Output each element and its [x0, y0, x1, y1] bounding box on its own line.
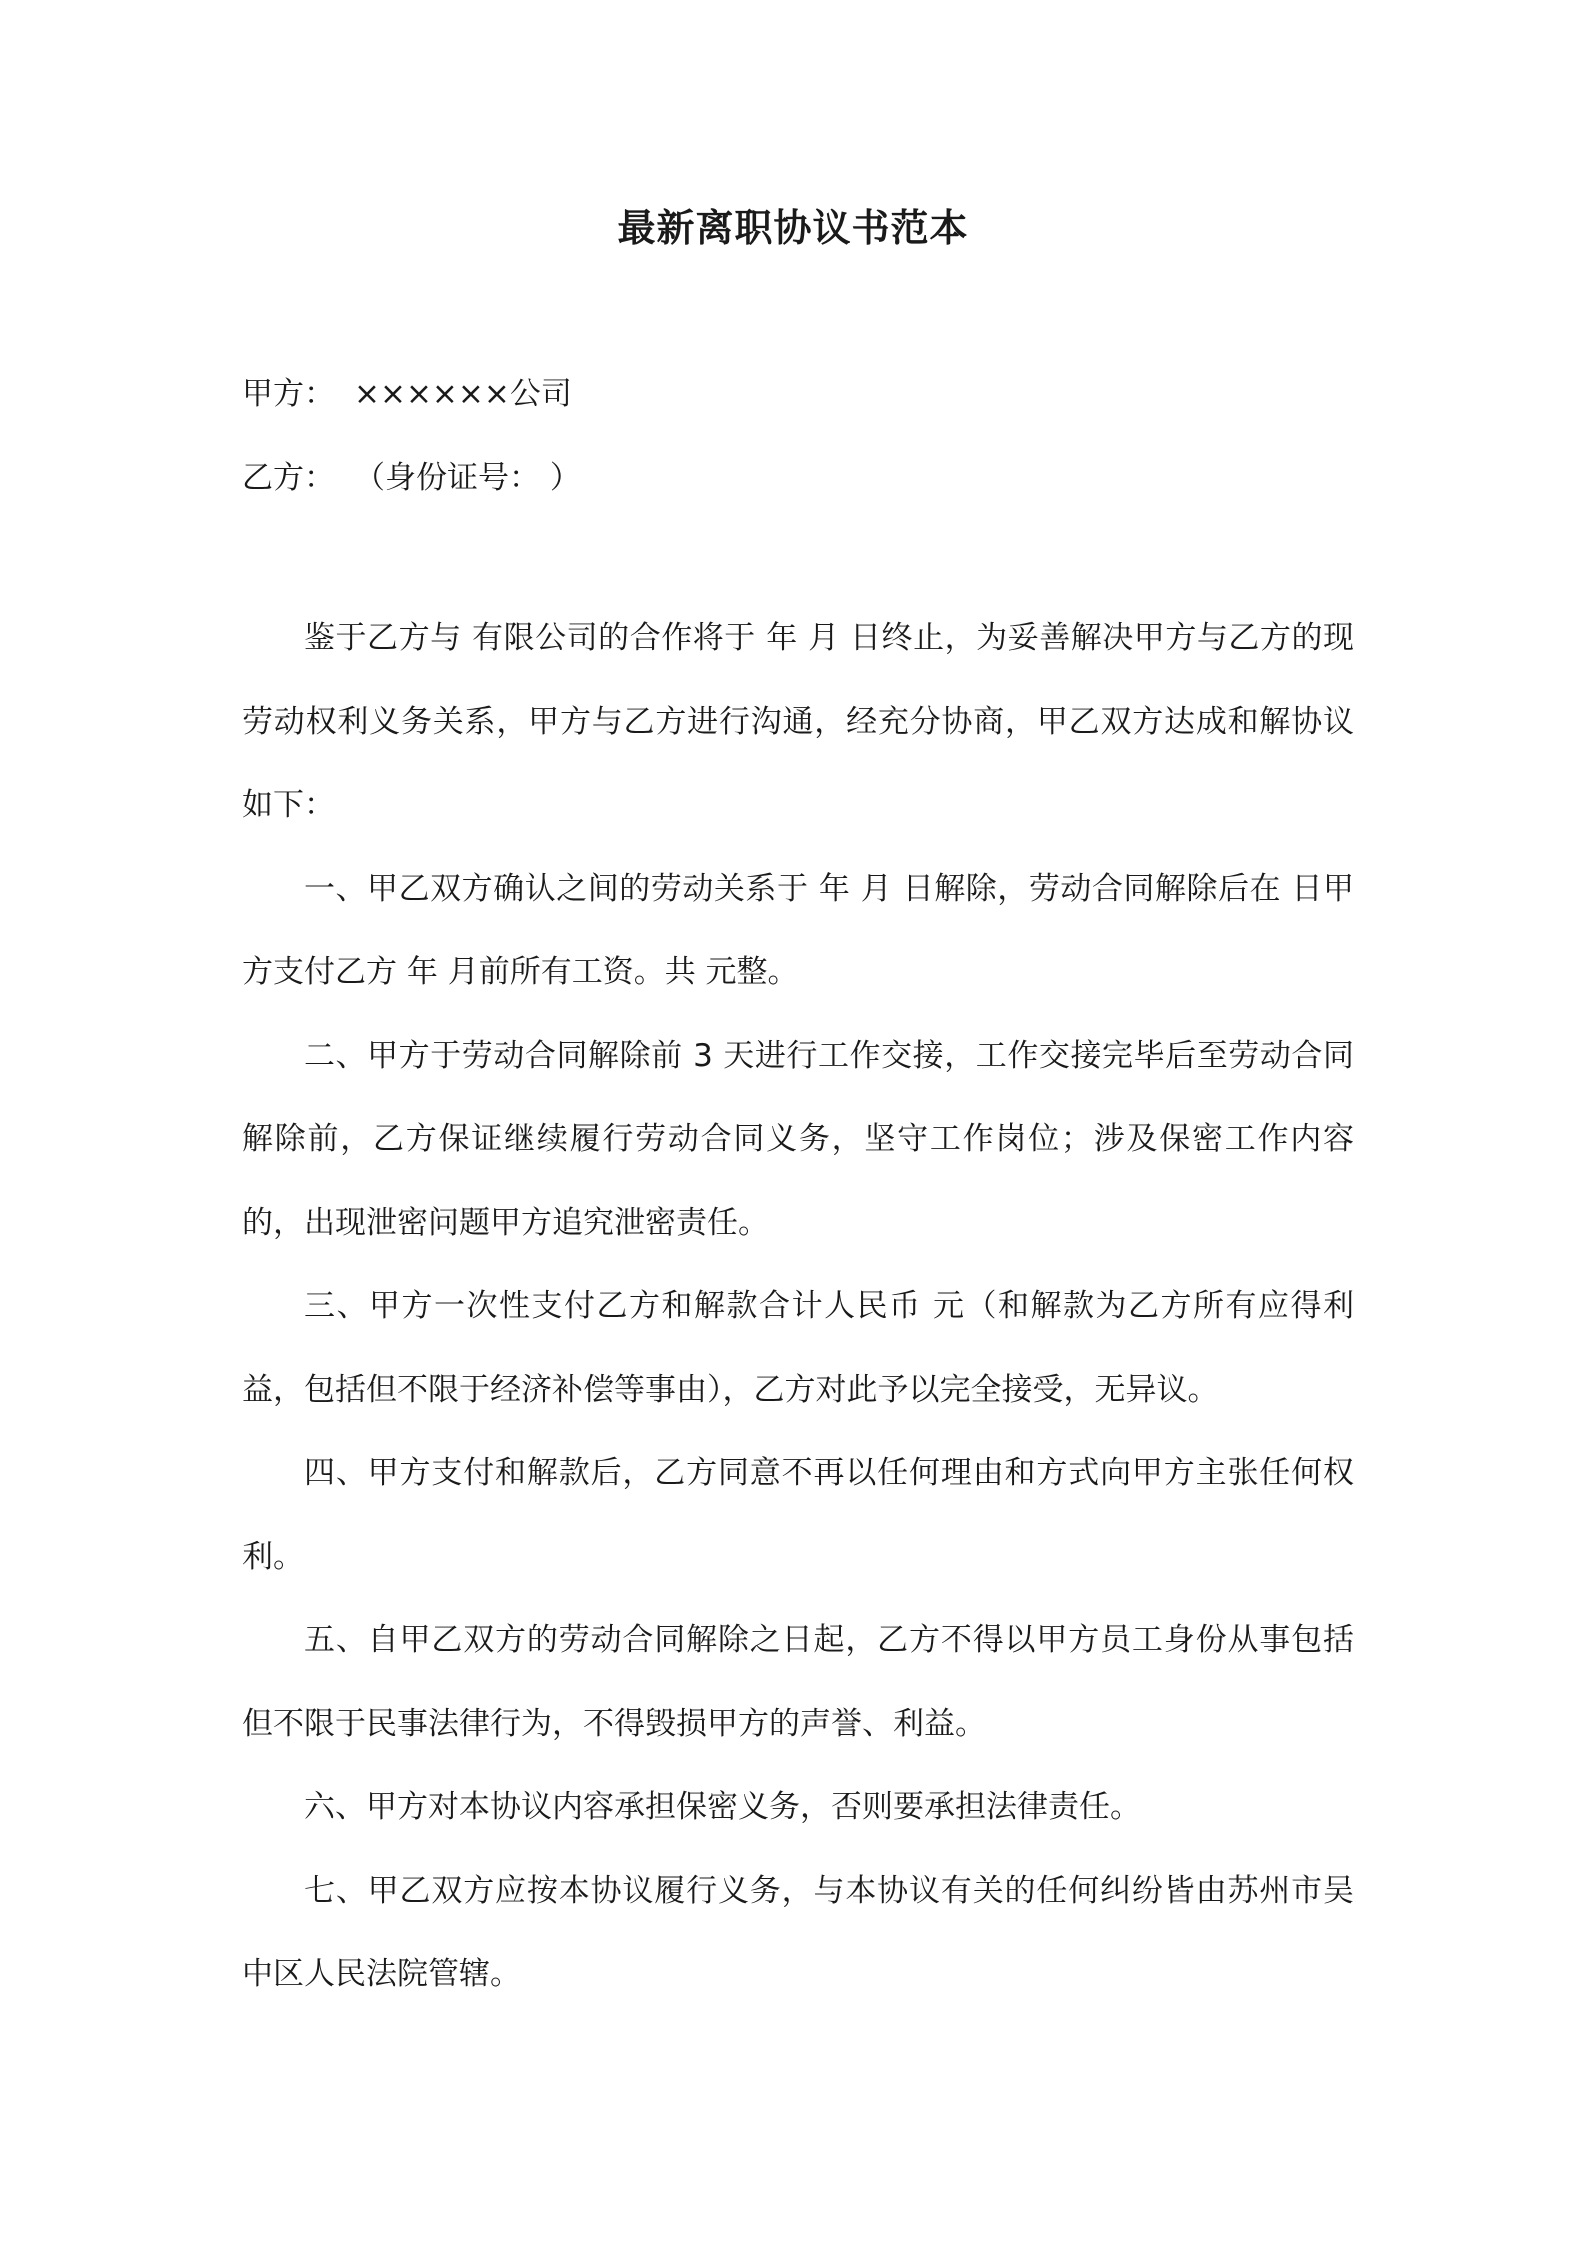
party-a-label: 甲方：: [242, 376, 335, 412]
party-a-value: ××××××公司: [354, 376, 572, 412]
document-title: 最新离职协议书范本: [617, 206, 969, 250]
clause-2-paragraph: 二、甲方于劳动合同解除前 3 天进行工作交接，工作交接完毕后至劳动合同解除前，乙方保证继续履行劳动合同义务，坚守工作岗位；涉及保密工作内容的，出现泄密问题甲方追究泄密责任。: [242, 1037, 1354, 1241]
clause-7-paragraph: 七、甲乙双方应按本协议履行义务，与本协议有关的任何纠纷皆由苏州市吴中区人民法院管辖。: [242, 1872, 1354, 1992]
party-a-line: [242, 370, 572, 418]
clause-4-paragraph: 四、甲方支付和解款后，乙方同意不再以任何理由和方式向甲方主张任何权利。: [242, 1455, 1354, 1575]
party-b-label: 乙方：: [242, 460, 335, 496]
clause-5-paragraph: 五、自甲乙双方的劳动合同解除之日起，乙方不得以甲方员工身份从事包括但不限于民事法律行为，不得毁损甲方的声誉、利益。: [242, 1622, 1354, 1742]
party-b-value: （身份证号： ）: [354, 460, 581, 496]
party-b-line: [242, 454, 581, 502]
preamble-paragraph: 鉴于乙方与 有限公司的合作将于 年 月 日终止，为妥善解决甲方与乙方的现劳动权利义务关系，甲方与乙方进行沟通，经充分协商，甲乙双方达成和解协议如下：: [242, 620, 1354, 823]
clause-3-paragraph: 三、甲方一次性支付乙方和解款合计人民币 元（和解款为乙方所有应得利益，包括但不限于经济补偿等事由），乙方对此予以完全接受，无异议。: [242, 1288, 1354, 1408]
clause-1-paragraph: 一、甲乙双方确认之间的劳动关系于 年 月 日解除，劳动合同解除后在 日甲方支付乙方 年 月前所有工资。共 元整。: [242, 870, 1354, 990]
agreement-body: [242, 597, 1354, 2017]
clause-6-paragraph: 六、甲方对本协议内容承担保密义务，否则要承担法律责任。: [304, 1789, 1141, 1825]
